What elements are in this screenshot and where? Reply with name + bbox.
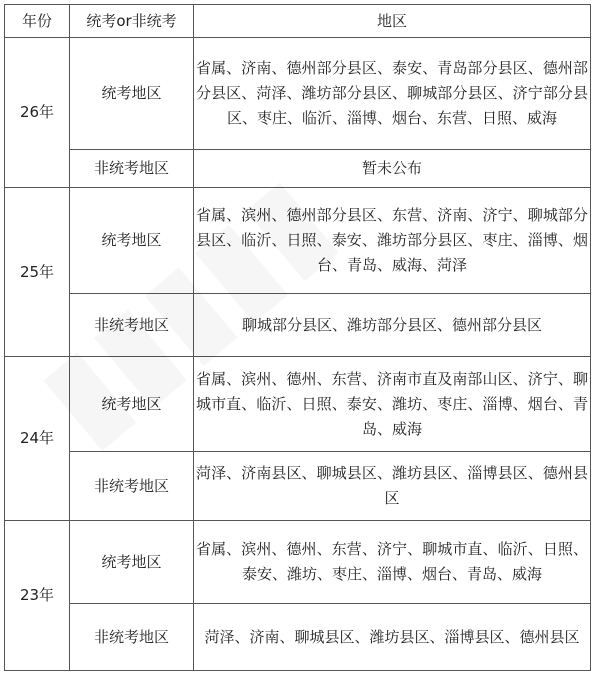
region-cell: 聊城部分县区、潍坊部分县区、德州部分县区 <box>194 294 591 357</box>
table-container <box>4 4 591 671</box>
region-cell: 菏泽、济南县区、聊城县区、潍坊县区、淄博县区、德州县区 <box>194 452 591 521</box>
table-row <box>5 188 591 294</box>
table-row <box>5 357 591 452</box>
header-region: 地区 <box>194 5 591 38</box>
region-cell: 菏泽、济南、聊城县区、潍坊县区、淄博县区、德州县区 <box>194 604 591 671</box>
region-cell: 省属、滨州、德州部分县区、东营、济南、济宁、聊城部分县区、临沂、日照、泰安、潍坊部分县区、枣庄、淄博、烟台、青岛、威海、菏泽 <box>194 188 591 294</box>
header-year: 年份 <box>5 5 70 38</box>
table-row <box>5 38 591 150</box>
header-row <box>5 5 591 38</box>
year-cell: 24年 <box>5 357 70 521</box>
table-row <box>5 150 591 188</box>
type-cell: 非统考地区 <box>70 150 194 188</box>
table-row <box>5 604 591 671</box>
year-cell: 25年 <box>5 188 70 357</box>
region-cell: 暂未公布 <box>194 150 591 188</box>
type-cell: 非统考地区 <box>70 452 194 521</box>
type-cell: 非统考地区 <box>70 604 194 671</box>
type-cell: 统考地区 <box>70 38 194 150</box>
year-cell: 26年 <box>5 38 70 188</box>
region-cell: 省属、济南、德州部分县区、泰安、青岛部分县区、德州部分县区、菏泽、潍坊部分县区、聊城部分县区、济宁部分县区、枣庄、临沂、淄博、烟台、东营、日照、威海 <box>194 38 591 150</box>
type-cell: 统考地区 <box>70 357 194 452</box>
header-type: 统考or非统考 <box>70 5 194 38</box>
year-cell: 23年 <box>5 521 70 671</box>
table-row <box>5 452 591 521</box>
region-cell: 省属、滨州、德州、东营、济宁、聊城市直、临沂、日照、泰安、潍坊、枣庄、淄博、烟台、青岛、威海 <box>194 521 591 604</box>
region-cell: 省属、滨州、德州、东营、济南市直及南部山区、济宁、聊城市直、临沂、日照、泰安、潍坊、枣庄、淄博、烟台、青岛、威海 <box>194 357 591 452</box>
table-row <box>5 294 591 357</box>
exam-region-table <box>4 4 591 671</box>
type-cell: 统考地区 <box>70 188 194 294</box>
type-cell: 统考地区 <box>70 521 194 604</box>
table-row <box>5 521 591 604</box>
type-cell: 非统考地区 <box>70 294 194 357</box>
